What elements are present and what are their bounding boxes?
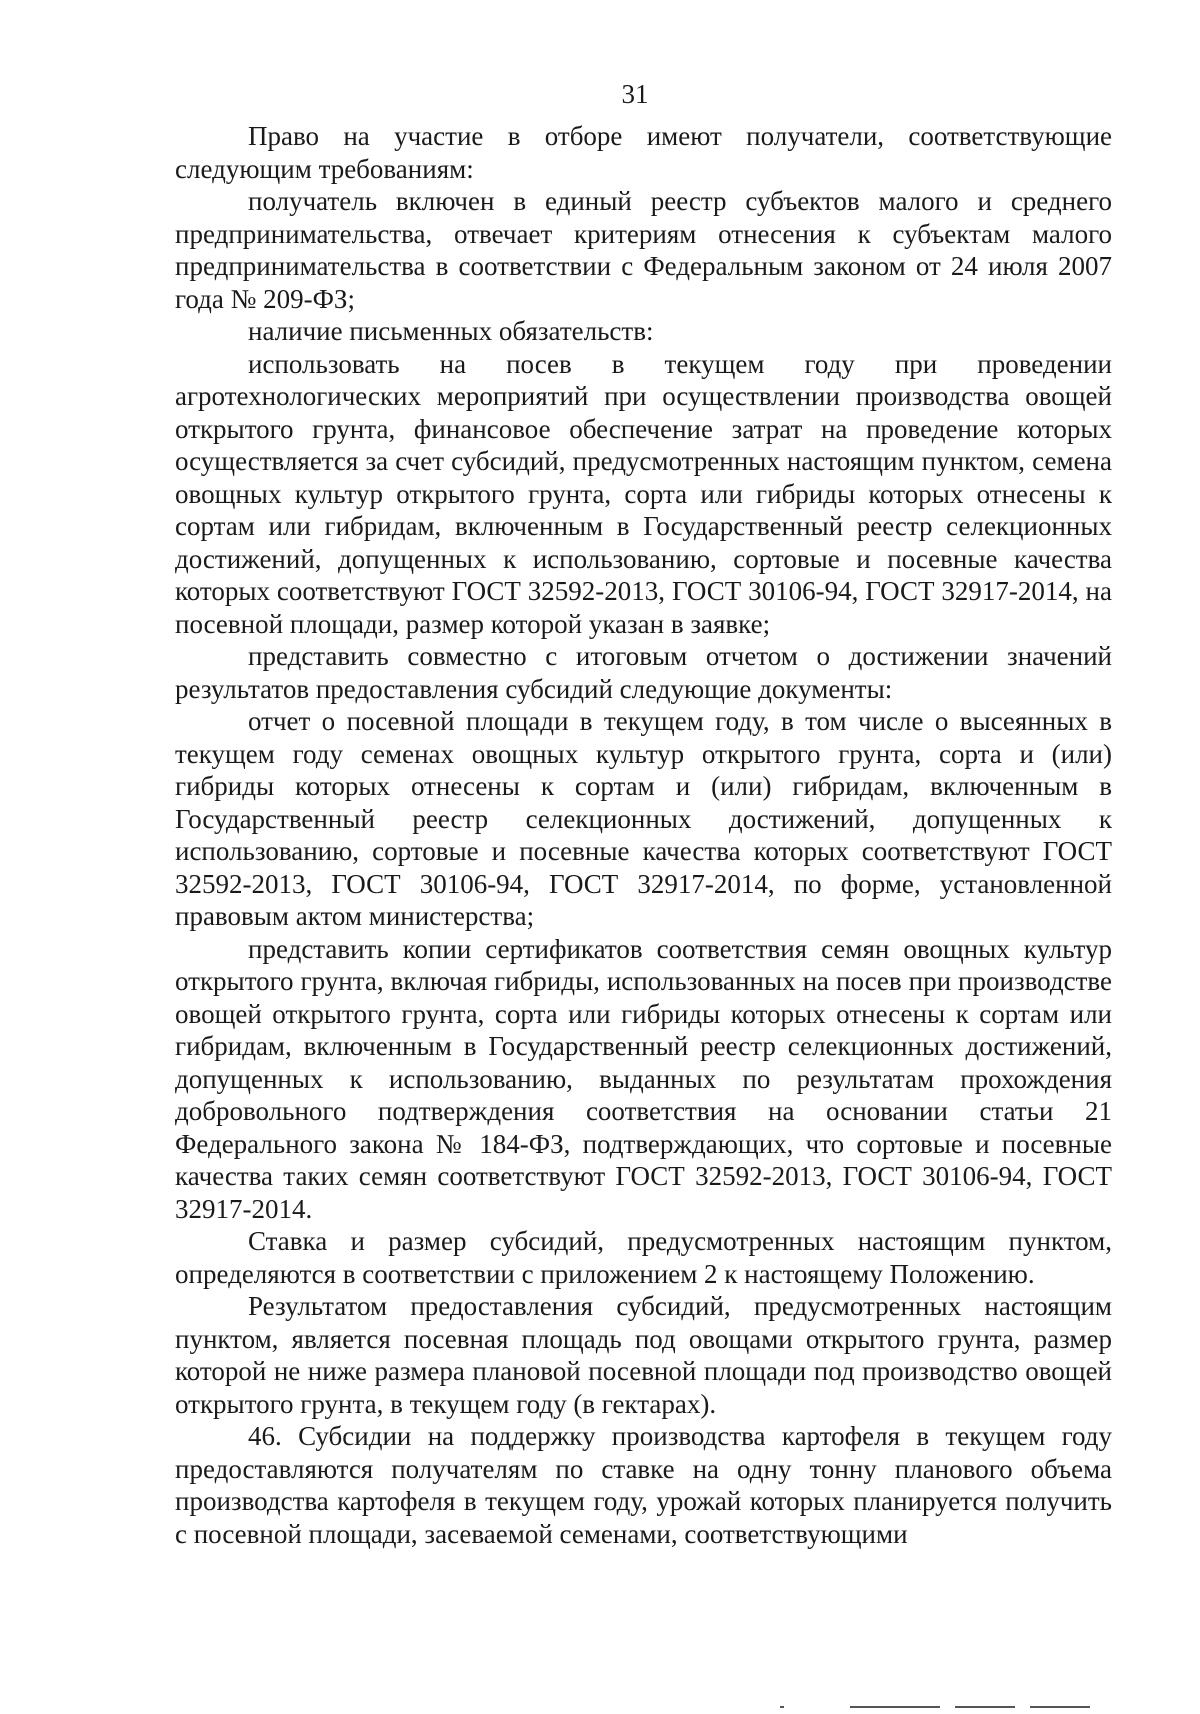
paragraph: использовать на посев в текущем году при проведении агротехнологических мероприятий при осуществлении производства овощей открытого грунта, финансовое обеспечение затрат на проведение которых осуществляется за счет субсидий, предусмотренных настоящим пунктом, семена овощных культур открытого грунта, сорта или гибриды которых отнесены к сортам или гибридам, включенным в Государственный реестр селекционных достижений, допущенных к использованию, сортовые и посевные качества которых соответствуют ГОСТ 32592-2013, ГОСТ 30106-94, ГОСТ 32917-2014, на посевной площади, размер которой указан в заявке; — [175, 348, 1112, 639]
scan-artifact — [780, 1704, 1100, 1710]
paragraph: отчет о посевной площади в текущем году, в том числе о высеянных в текущем году семенах овощных культур открытого грунта, сорта и (или) гибриды которых отнесены к сортам и (или) гибридам, включенным в Государственный реестр селекционных достижений, допущенных к использованию, сортовые и посевные качества которых соответствуют ГОСТ 32592-2013, ГОСТ 30106-94, ГОСТ 32917-2014, по форме, установленной правовым актом министерства; — [175, 706, 1112, 931]
paragraph: 46. Субсидии на поддержку производства картофеля в текущем году предоставляются получателям по ставке на одну тонну планового объема производства картофеля в текущем году, урожай которых планируется получить с посевной площади, засеваемой семенами, соответствующими — [175, 1421, 1112, 1549]
paragraph: наличие письменных обязательств: — [248, 316, 654, 346]
paragraph: Ставка и размер субсидий, предусмотренных настоящим пунктом, определяются в соответствии с приложением 2 к настоящему Положению. — [175, 1226, 1112, 1289]
paragraph: представить совместно с итоговым отчетом о достижении значений результатов предоставления субсидий следующие документы: — [175, 641, 1112, 704]
page-number: 31 — [621, 79, 649, 109]
paragraph: Результатом предоставления субсидий, предусмотренных настоящим пунктом, является посевная площадь под овощами открытого грунта, размер которой не ниже размера плановой посевной площади под производство овощей открытого грунта, в текущем году (в гектарах). — [175, 1291, 1112, 1419]
paragraph: представить копии сертификатов соответствия семян овощных культур открытого грунта, включая гибриды, использованных на посев при производстве овощей открытого грунта, сорта или гибриды которых отнесены к сортам или гибридам, включенным в Государственный реестр селекционных достижений, допущенных к использованию, выданных по результатам прохождения добровольного подтверждения соответствия на основании статьи 21 Федерального закона № 184-ФЗ, подтверждающих, что сортовые и посевные качества таких семян соответствуют ГОСТ 32592-2013, ГОСТ 30106-94, ГОСТ 32917-2014. — [175, 933, 1112, 1224]
paragraph: Право на участие в отборе имеют получатели, соответствующие следующим требованиям: — [175, 121, 1112, 184]
paragraph: получатель включен в единый реестр субъектов малого и среднего предпринимательства, отвечает критериям отнесения к субъектам малого предпринимательства в соответствии с Федеральным законом от 24 июля 2007 года № 209-ФЗ; — [175, 186, 1112, 314]
document-body — [175, 120, 1112, 1550]
